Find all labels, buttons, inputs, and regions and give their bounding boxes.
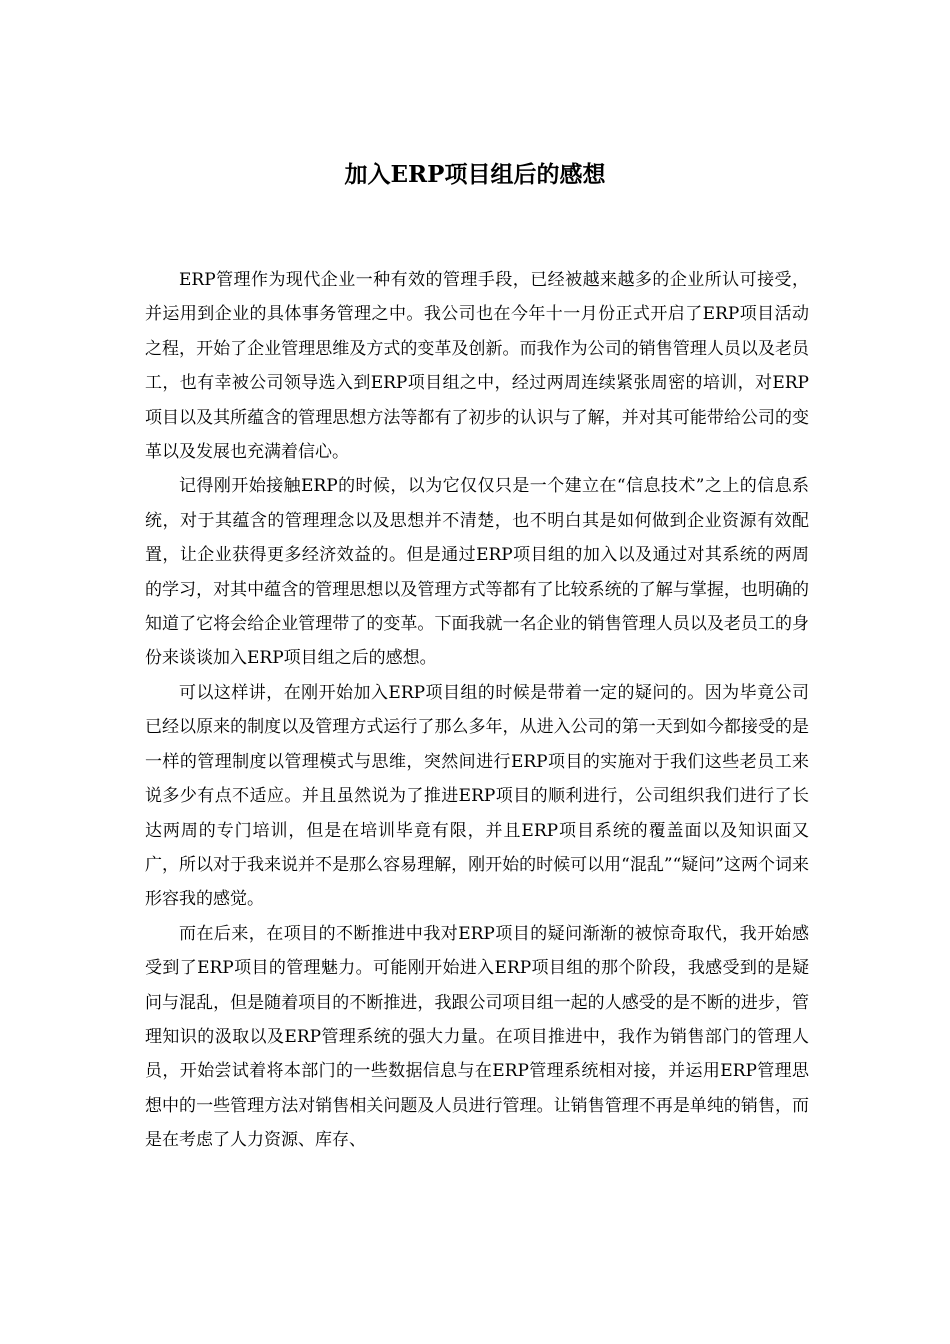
paragraph-1: ERP管理作为现代企业一种有效的管理手段，已经被越来越多的企业所认可接受，并运用到企业的具体事务管理之中。我公司也在今年十一月份正式开启了ERP项目活动之程，开始了企业管理思维及方式的变革及创新。而我作为公司的销售管理人员以及老员工，也有幸被公司领导选入到ERP项目组之中，经过两周连续紧张周密的培训，对ERP项目以及其所蕴含的管理思想方法等都有了初步的认识与了解，并对其可能带给公司的变革以及发展也充满着信心。: [145, 270, 809, 463]
document-body: [145, 263, 809, 1158]
paragraph-3: 可以这样讲，在刚开始加入ERP项目组的时候是带着一定的疑问的。因为毕竟公司已经以原来的制度以及管理方式运行了那么多年，从进入公司的第一天到如今都接受的是一样的管理制度以管理模式与思维，突然间进行ERP项目的实施对于我们这些老员工来说多少有点不适应。并且虽然说为了推进ERP项目的顺利进行，公司组织我们进行了长达两周的专门培训，但是在培训毕竟有限，并且ERP项目系统的覆盖面以及知识面又广，所以对于我来说并不是那么容易理解，刚开始的时候可以用“混乱”“疑问”这两个词来形容我的感觉。: [145, 682, 809, 910]
document-title: 加入ERP项目组后的感想: [344, 161, 606, 188]
paragraph-2: 记得刚开始接触ERP的时候，以为它仅仅只是一个建立在“信息技术”之上的信息系统，对于其蕴含的管理理念以及思想并不清楚，也不明白其是如何做到企业资源有效配置，让企业获得更多经济效益的。但是通过ERP项目组的加入以及通过对其系统的两周的学习，对其中蕴含的管理思想以及管理方式等都有了比较系统的了解与掌握，也明确的知道了它将会给企业管理带了的变革。下面我就一名企业的销售管理人员以及老员工的身份来谈谈加入ERP项目组之后的感想。: [145, 476, 809, 669]
paragraph-4: 而在后来，在项目的不断推进中我对ERP项目的疑问渐渐的被惊奇取代，我开始感受到了ERP项目的管理魅力。可能刚开始进入ERP项目组的那个阶段，我感受到的是疑问与混乱，但是随着项目的不断推进，我跟公司项目组一起的人感受的是不断的进步，管理知识的汲取以及ERP管理系统的强大力量。在项目推进中，我作为销售部门的管理人员，开始尝试着将本部门的一些数据信息与在ERP管理系统相对接，并运用ERP管理思想中的一些管理方法对销售相关问题及人员进行管理。让销售管理不再是单纯的销售，而是在考虑了人力资源、库存、: [145, 923, 809, 1151]
